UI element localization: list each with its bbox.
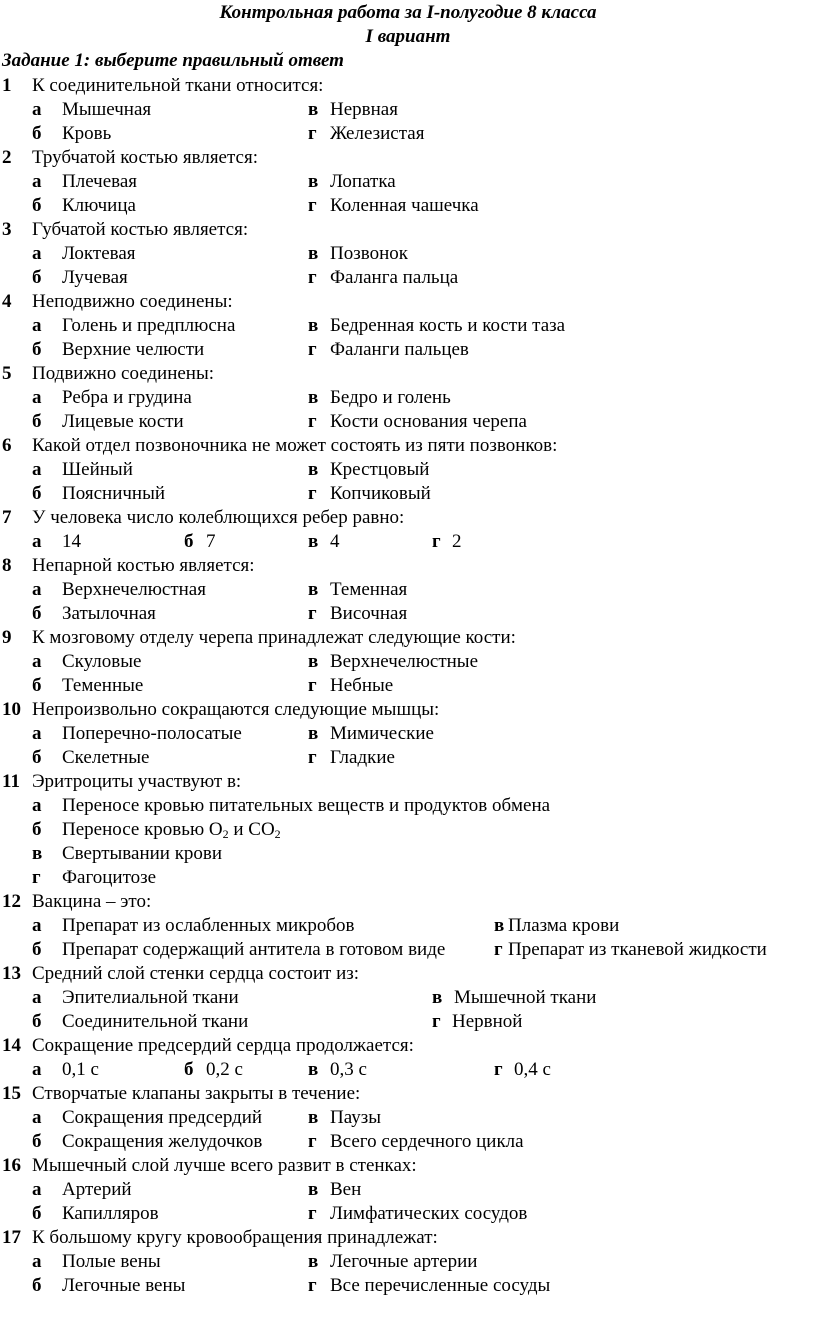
option-text: Верхнечелюстные [330, 651, 479, 672]
question-text: Сокращение предсердий сердца продолжается: [32, 1035, 414, 1056]
option-letter: в [308, 1179, 319, 1200]
question-number: 8 [2, 555, 12, 576]
option-letter: в [308, 1059, 319, 1080]
question-number: 13 [2, 963, 21, 984]
option-letter: г [308, 675, 317, 696]
question-text: Трубчатой костью является: [32, 147, 258, 168]
option-text: Лицевые кости [62, 411, 184, 432]
option-letter: а [32, 1251, 42, 1272]
option-letter: а [32, 99, 42, 120]
option-text: Верхнечелюстная [62, 579, 206, 600]
option-text: Полые вены [62, 1251, 161, 1272]
option-text: Эпителиальной ткани [62, 987, 239, 1008]
option-text: Лопатка [330, 171, 396, 192]
subscript: 2 [222, 827, 229, 841]
option-text: Вен [330, 1179, 362, 1200]
option-letter: г [308, 123, 317, 144]
option-letter: г [308, 339, 317, 360]
option-letter: б [184, 1059, 194, 1080]
option-text: Фаланга пальца [330, 267, 459, 288]
option-letter: г [308, 483, 317, 504]
option-text: Железистая [330, 123, 425, 144]
option-text: Небные [330, 675, 394, 696]
option-letter: а [32, 459, 42, 480]
option-text: 0,1 с [62, 1059, 99, 1080]
option-text: Затылочная [62, 603, 156, 624]
option-text: Свертывании крови [62, 843, 223, 864]
option-text: Лучевая [62, 267, 128, 288]
option-text: Соединительной ткани [62, 1011, 249, 1032]
option-text: Плазма крови [508, 915, 620, 936]
option-letter: б [32, 123, 42, 144]
option-letter: б [32, 339, 42, 360]
option-text: Легочные вены [62, 1275, 186, 1296]
option-text: Верхние челюсти [62, 339, 205, 360]
option-text: Локтевая [62, 243, 136, 264]
option-letter: а [32, 387, 42, 408]
question-number: 11 [2, 771, 20, 792]
question-number: 16 [2, 1155, 21, 1176]
task-heading: Задание 1: выберите правильный ответ [2, 50, 344, 71]
option-letter: в [308, 1107, 319, 1128]
question-text: К большому кругу кровообращения принадлежат: [32, 1227, 438, 1248]
option-text: Скелетные [62, 747, 150, 768]
option-text: 0,2 с [206, 1059, 243, 1080]
option-text: Препарат содержащий антитела в готовом виде [62, 939, 446, 960]
option-letter: г [308, 1203, 317, 1224]
option-letter: в [308, 651, 319, 672]
option-letter: а [32, 315, 42, 336]
option-text: 4 [330, 531, 340, 552]
option-letter: а [32, 1179, 42, 1200]
question-text: К соединительной ткани относится: [32, 75, 324, 96]
option-letter: в [308, 459, 319, 480]
option-text: Теменные [62, 675, 144, 696]
question-number: 6 [2, 435, 12, 456]
option-letter: г [494, 939, 503, 960]
question-number: 4 [2, 291, 12, 312]
option-letter: в [32, 843, 43, 864]
option-text: Всего сердечного цикла [330, 1131, 524, 1152]
option-text [62, 818, 281, 842]
question-text: Подвижно соединены: [32, 363, 215, 384]
option-text: Нервная [330, 99, 398, 120]
option-letter: б [32, 483, 42, 504]
option-text: Переносе кровью питательных веществ и продуктов обмена [62, 795, 551, 816]
option-text: Кровь [62, 123, 112, 144]
option-letter: г [308, 267, 317, 288]
option-letter: г [494, 1059, 503, 1080]
option-letter: в [308, 579, 319, 600]
option-letter: г [432, 1011, 441, 1032]
option-text: Гладкие [330, 747, 395, 768]
option-letter: г [32, 867, 41, 888]
question-text: К мозговому отделу черепа принадлежат следующие кости: [32, 627, 516, 648]
option-text: Фаланги пальцев [330, 339, 469, 360]
question-number: 14 [2, 1035, 21, 1056]
option-letter: г [308, 1275, 317, 1296]
question-text: Непроизвольно сокращаются следующие мышцы: [32, 699, 440, 720]
question-number: 15 [2, 1083, 21, 1104]
option-text: Плечевая [62, 171, 138, 192]
question-text: Губчатой костью является: [32, 219, 249, 240]
option-text-part: Переносе кровью O [62, 819, 223, 840]
option-letter: г [432, 531, 441, 552]
option-letter: г [308, 747, 317, 768]
option-letter: г [308, 1131, 317, 1152]
option-text: 0,3 с [330, 1059, 367, 1080]
option-letter: а [32, 1107, 42, 1128]
option-text: Артерий [62, 1179, 132, 1200]
option-letter: б [32, 1203, 42, 1224]
option-text: Ребра и грудина [62, 387, 192, 408]
question-text: Средний слой стенки сердца состоит из: [32, 963, 360, 984]
option-letter: а [32, 795, 42, 816]
option-text: Копчиковый [330, 483, 431, 504]
option-text: Височная [330, 603, 408, 624]
option-text: Препарат из ослабленных микробов [62, 915, 355, 936]
option-letter: а [32, 915, 42, 936]
option-text: Кости основания черепа [330, 411, 527, 432]
option-letter: в [308, 531, 319, 552]
subscript: 2 [274, 827, 281, 841]
option-text: Поясничный [62, 483, 166, 504]
option-text: Крестцовый [330, 459, 430, 480]
question-text: Непарной костью является: [32, 555, 255, 576]
option-text: Фагоцитозе [62, 867, 157, 888]
option-text: Ключица [62, 195, 136, 216]
question-number: 5 [2, 363, 12, 384]
question-text: Вакцина – это: [32, 891, 152, 912]
option-text: Мышечная [62, 99, 152, 120]
question-text: Неподвижно соединены: [32, 291, 233, 312]
option-text: Скуловые [62, 651, 142, 672]
document-title: Контрольная работа за I-полугодие 8 класса [219, 2, 597, 23]
option-letter: а [32, 1059, 42, 1080]
option-text: Паузы [330, 1107, 381, 1128]
option-text: Бедренная кость и кости таза [330, 315, 566, 336]
option-letter: б [184, 531, 194, 552]
option-text: Препарат из тканевой жидкости [508, 939, 767, 960]
option-letter: в [308, 99, 319, 120]
option-letter: б [32, 1131, 42, 1152]
option-letter: б [32, 603, 42, 624]
option-text: Бедро и голень [330, 387, 451, 408]
option-letter: б [32, 267, 42, 288]
option-letter: а [32, 723, 42, 744]
option-text: Нервной [452, 1011, 523, 1032]
option-letter: б [32, 411, 42, 432]
option-text: Легочные артерии [330, 1251, 478, 1272]
option-text: 7 [206, 531, 216, 552]
option-letter: в [308, 1251, 319, 1272]
option-letter: б [32, 675, 42, 696]
option-text: Сокращения желудочков [62, 1131, 263, 1152]
option-text: Теменная [330, 579, 408, 600]
option-letter: в [308, 243, 319, 264]
option-text-part: и CO [228, 819, 275, 840]
option-letter: в [494, 915, 505, 936]
option-text: Сокращения предсердий [62, 1107, 263, 1128]
question-number: 10 [2, 699, 21, 720]
question-number: 9 [2, 627, 12, 648]
option-letter: а [32, 651, 42, 672]
option-text: Поперечно-полосатые [62, 723, 242, 744]
question-text: Мышечный слой лучше всего развит в стенках: [32, 1155, 417, 1176]
option-letter: б [32, 939, 42, 960]
option-letter: а [32, 243, 42, 264]
option-letter: г [308, 195, 317, 216]
variant-title: I вариант [365, 26, 451, 47]
option-text: 0,4 с [514, 1059, 551, 1080]
option-letter: г [308, 603, 317, 624]
option-letter: а [32, 171, 42, 192]
option-text: Коленная чашечка [330, 195, 479, 216]
option-letter: б [32, 1011, 42, 1032]
option-letter: в [308, 723, 319, 744]
option-text: Мышечной ткани [454, 987, 597, 1008]
option-text: 14 [62, 531, 81, 552]
option-letter: б [32, 819, 42, 840]
option-text: Все перечисленные сосуды [330, 1275, 551, 1296]
question-number: 1 [2, 75, 12, 96]
question-number: 17 [2, 1227, 21, 1248]
question-number: 3 [2, 219, 12, 240]
question-text: Эритроциты участвуют в: [32, 771, 242, 792]
question-number: 12 [2, 891, 21, 912]
question-text: Какой отдел позвоночника не может состоять из пяти позвонков: [32, 435, 558, 456]
question-text: У человека число колеблющихся ребер равно: [32, 507, 405, 528]
option-text: Мимические [330, 723, 434, 744]
option-text: Позвонок [330, 243, 408, 264]
option-letter: а [32, 579, 42, 600]
question-number: 7 [2, 507, 12, 528]
option-text: Шейный [62, 459, 133, 480]
option-letter: в [308, 315, 319, 336]
option-text: Голень и предплюсна [62, 315, 236, 336]
option-letter: а [32, 531, 42, 552]
option-text: Лимфатических сосудов [330, 1203, 528, 1224]
option-letter: б [32, 1275, 42, 1296]
option-letter: а [32, 987, 42, 1008]
option-letter: б [32, 747, 42, 768]
option-text: Капилляров [62, 1203, 159, 1224]
option-text: 2 [452, 531, 462, 552]
option-letter: в [308, 171, 319, 192]
option-letter: г [308, 411, 317, 432]
option-letter: в [432, 987, 443, 1008]
question-number: 2 [2, 147, 12, 168]
option-letter: б [32, 195, 42, 216]
question-text: Створчатые клапаны закрыты в течение: [32, 1083, 361, 1104]
option-letter: в [308, 387, 319, 408]
